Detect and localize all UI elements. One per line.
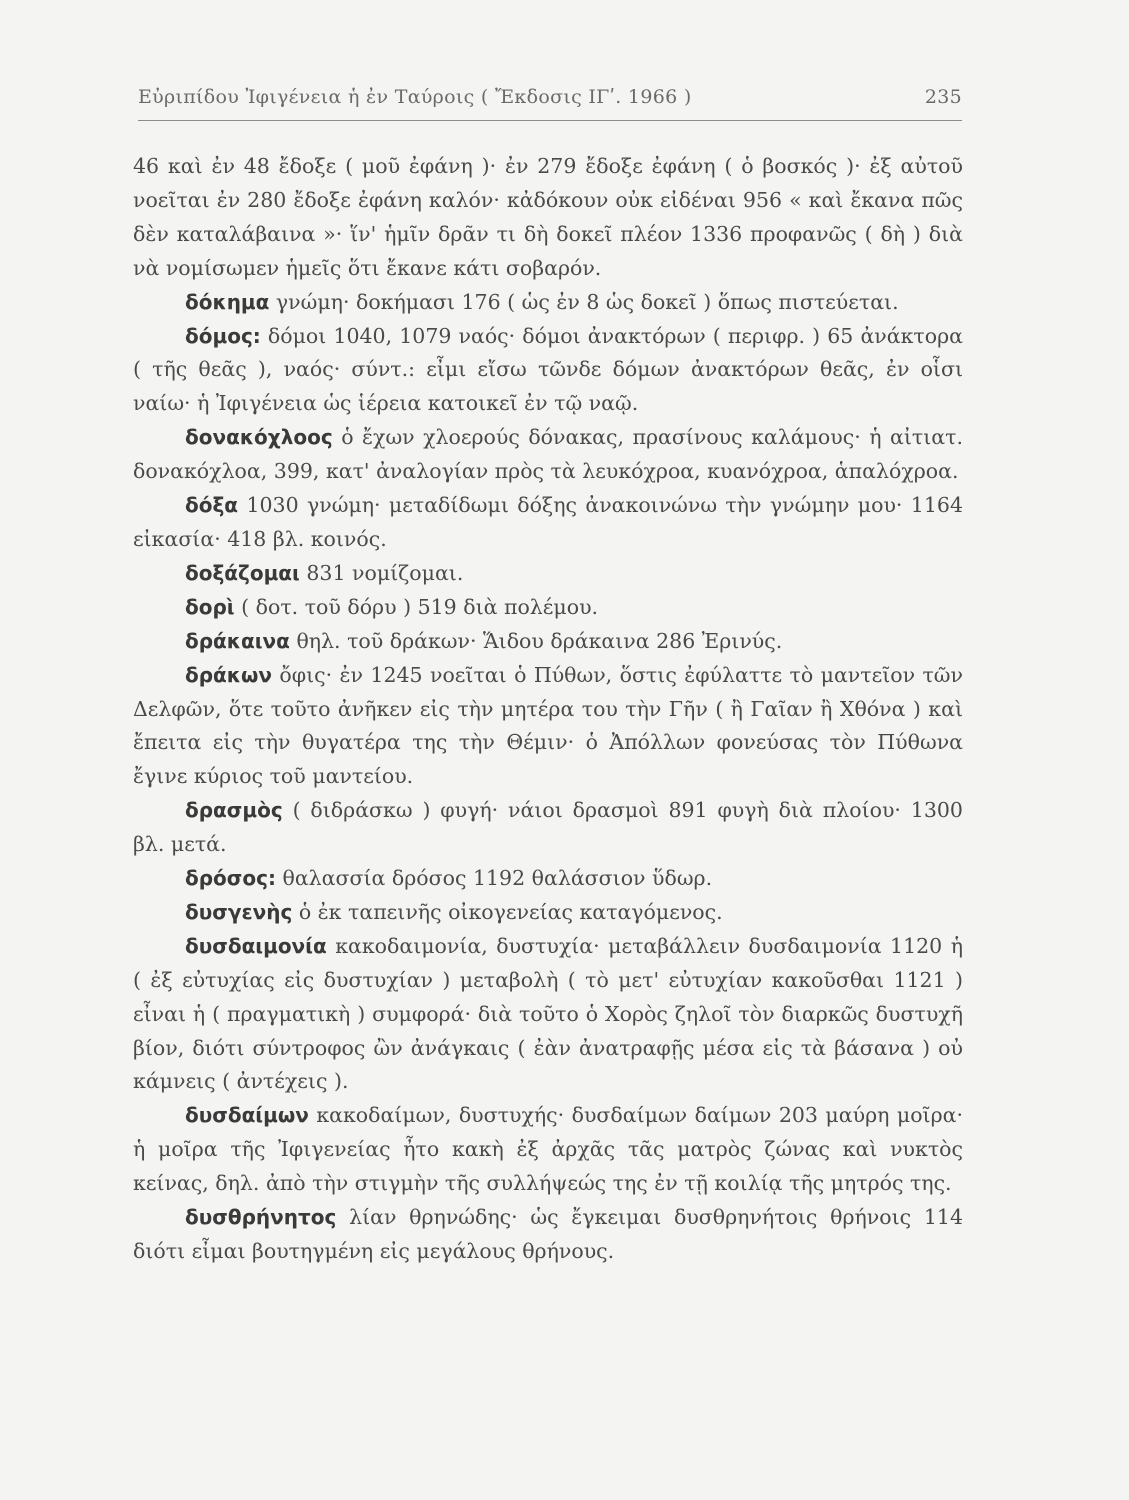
glossary-entry bbox=[133, 625, 963, 659]
glossary-entry bbox=[133, 320, 963, 422]
glossary-continuation bbox=[133, 150, 963, 286]
glossary-entry bbox=[133, 421, 963, 489]
entry-text: ( δοτ. τοῦ δόρυ ) 519 διὰ πολέμου. bbox=[241, 594, 599, 619]
entry-headword: δυσδαίμων bbox=[185, 1103, 309, 1128]
entry-text: 831 νομίζομαι. bbox=[306, 560, 464, 585]
glossary-body bbox=[133, 150, 963, 1269]
entry-text: κακοδαιμονία, δυστυχία· μεταβάλλειν δυσδαιμονία 1120 ἡ ( ἐξ εὐτυχίας εἰς δυστυχίαν ) μεταβολὴ ( τὸ μετ' εὐτυχίαν κακοῦσθαι 1121 ) εἶναι ἡ ( πραγματικὴ ) συμφορά· διὰ τοῦτο ὁ Χορὸς ζηλοῖ τὸν διαρκῶς δυστυχῆ βίον, διότι σύντροφος ὢν ἀνάγκαις ( ἐὰν ἀνατραφῇς μέσα εἰς τὰ βάσανα ) οὐ κάμνεις ( ἀντέχεις ). bbox=[133, 933, 963, 1094]
entry-headword: δονακόχλοος bbox=[185, 425, 333, 450]
entry-headword: δρόσος: bbox=[185, 866, 276, 891]
entry-headword: δόκημα bbox=[185, 289, 270, 314]
entry-headword: δόξα bbox=[185, 493, 239, 518]
glossary-entry bbox=[133, 591, 963, 625]
glossary-entry bbox=[133, 896, 963, 930]
entry-text: ( διδράσκω ) φυγή· νάιοι δρασμοὶ 891 φυγὴ διὰ πλοίου· 1300 βλ. μετά. bbox=[133, 798, 963, 857]
glossary-entry bbox=[133, 489, 963, 557]
entry-headword: δοξάζομαι bbox=[185, 560, 300, 585]
entry-text: δόμοι 1040, 1079 ναός· δόμοι ἀνακτόρων ( περιφρ. ) 65 ἀνάκτορα ( τῆς θεᾶς ), ναός· σύντ.: εἶμι εἴσω τῶνδε δόμων ἀνακτόρων θεᾶς, ἐν οἷσι ναίω· ἡ Ἰφιγένεια ὡς ἱέρεια κατοικεῖ ἐν τῷ ναῷ. bbox=[133, 323, 963, 416]
entry-headword: δρασμὸς bbox=[185, 798, 283, 823]
glossary-entry bbox=[133, 659, 963, 795]
entry-text: 46 καὶ ἐν 48 ἔδοξε ( μοῦ ἐφάνη )· ἐν 279 ἔδοξε ἐφάνη ( ὁ βοσκός )· ἐξ αὐτοῦ νοεῖται ἐν 280 ἔδοξε ἐφάνη καλόν· κἀδόκουν οὐκ εἰδέναι 956 « καὶ ἔκανα πῶς δὲν καταλάβαινα »· ἵν' ἡμῖν δρᾶν τι δὴ δοκεῖ πλέον 1336 προφανῶς ( δὴ ) διὰ νὰ νομίσωμεν ἡμεῖς ὅτι ἔκανε κάτι σοβαρόν. bbox=[133, 154, 963, 280]
entry-headword: δράκαινα bbox=[185, 628, 290, 653]
entry-text: 1030 γνώμη· μεταδίδωμι δόξης ἀνακοινώνω τὴν γνώμην μου· 1164 εἰκασία· 418 βλ. κοινός. bbox=[133, 493, 963, 551]
glossary-entry bbox=[133, 862, 963, 896]
header-rule bbox=[138, 120, 962, 121]
entry-headword: δυσγενὴς bbox=[185, 899, 293, 924]
entry-text: γνώμη· δοκήμασι 176 ( ὡς ἐν 8 ὡς δοκεῖ ) ὅπως πιστεύεται. bbox=[275, 289, 899, 314]
entry-text: κακοδαίμων, δυστυχής· δυσδαίμων δαίμων 203 μαύρη μοῖρα· ἡ μοῖρα τῆς Ἰφιγενείας ἦτο κακὴ ἐξ ἀρχᾶς τᾶς ματρὸς ζώνας καὶ νυκτὸς κείνας, δηλ. ἀπὸ τὴν στιγμὴν τῆς συλλήψεώς της ἐν τῇ κοιλίᾳ τῆς μητρός της. bbox=[133, 1103, 963, 1196]
page-number: 235 bbox=[924, 86, 962, 108]
glossary-entry bbox=[133, 1201, 963, 1269]
entry-text: ὄφις· ἐν 1245 νοεῖται ὁ Πύθων, ὅστις ἐφύλαττε τὸ μαντεῖον τῶν Δελφῶν, ὅτε τοῦτο ἀνῆκεν εἰς τὴν μητέρα του τὴν Γῆν ( ἢ Γαῖαν ἢ Χθόνα ) καὶ ἔπειτα εἰς τὴν θυγατέρα της τὴν Θέμιν· ὁ Ἀπόλλων φονεύσας τὸν Πύθωνα ἔγινε κύριος τοῦ μαντείου. bbox=[133, 662, 963, 789]
entry-headword: δράκων bbox=[185, 662, 273, 687]
glossary-entry bbox=[133, 286, 963, 320]
glossary-entry bbox=[133, 1099, 963, 1201]
running-title: Εὐριπίδου Ἰφιγένεια ἡ ἐν Ταύροις ( Ἔκδοσις ΙΓʹ. 1966 ) bbox=[138, 86, 692, 108]
entry-text: λίαν θρηνώδης· ὡς ἔγκειμαι δυσθρηνήτοις θρήνοις 114 διότι εἶμαι βουτηγμένη εἰς μεγάλους θρήνους. bbox=[133, 1205, 963, 1263]
glossary-entry bbox=[133, 794, 963, 862]
entry-text: ὁ ἐκ ταπεινῆς οἰκογενείας καταγόμενος. bbox=[298, 899, 723, 924]
entry-headword: δυσθρήνητος bbox=[185, 1205, 337, 1230]
entry-text: θαλασσία δρόσος 1192 θαλάσσιον ὕδωρ. bbox=[282, 866, 713, 891]
entry-headword: δόμος: bbox=[185, 323, 261, 348]
entry-headword: δυσδαιμονία bbox=[185, 933, 327, 958]
glossary-entry bbox=[133, 930, 963, 1100]
entry-headword: δορὶ bbox=[185, 594, 235, 619]
entry-text: θηλ. τοῦ δράκων· Ἅιδου δράκαινα 286 Ἐρινύς. bbox=[296, 628, 783, 653]
glossary-entry bbox=[133, 557, 963, 591]
entry-text: ὁ ἔχων χλοερούς δόνακας, πρασίνους καλάμους· ἡ αἰτιατ. δονακόχλοα, 399, κατ' ἀναλογίαν πρὸς τὰ λευκόχροα, κυανόχροα, ἁπαλόχροα. bbox=[133, 425, 963, 484]
